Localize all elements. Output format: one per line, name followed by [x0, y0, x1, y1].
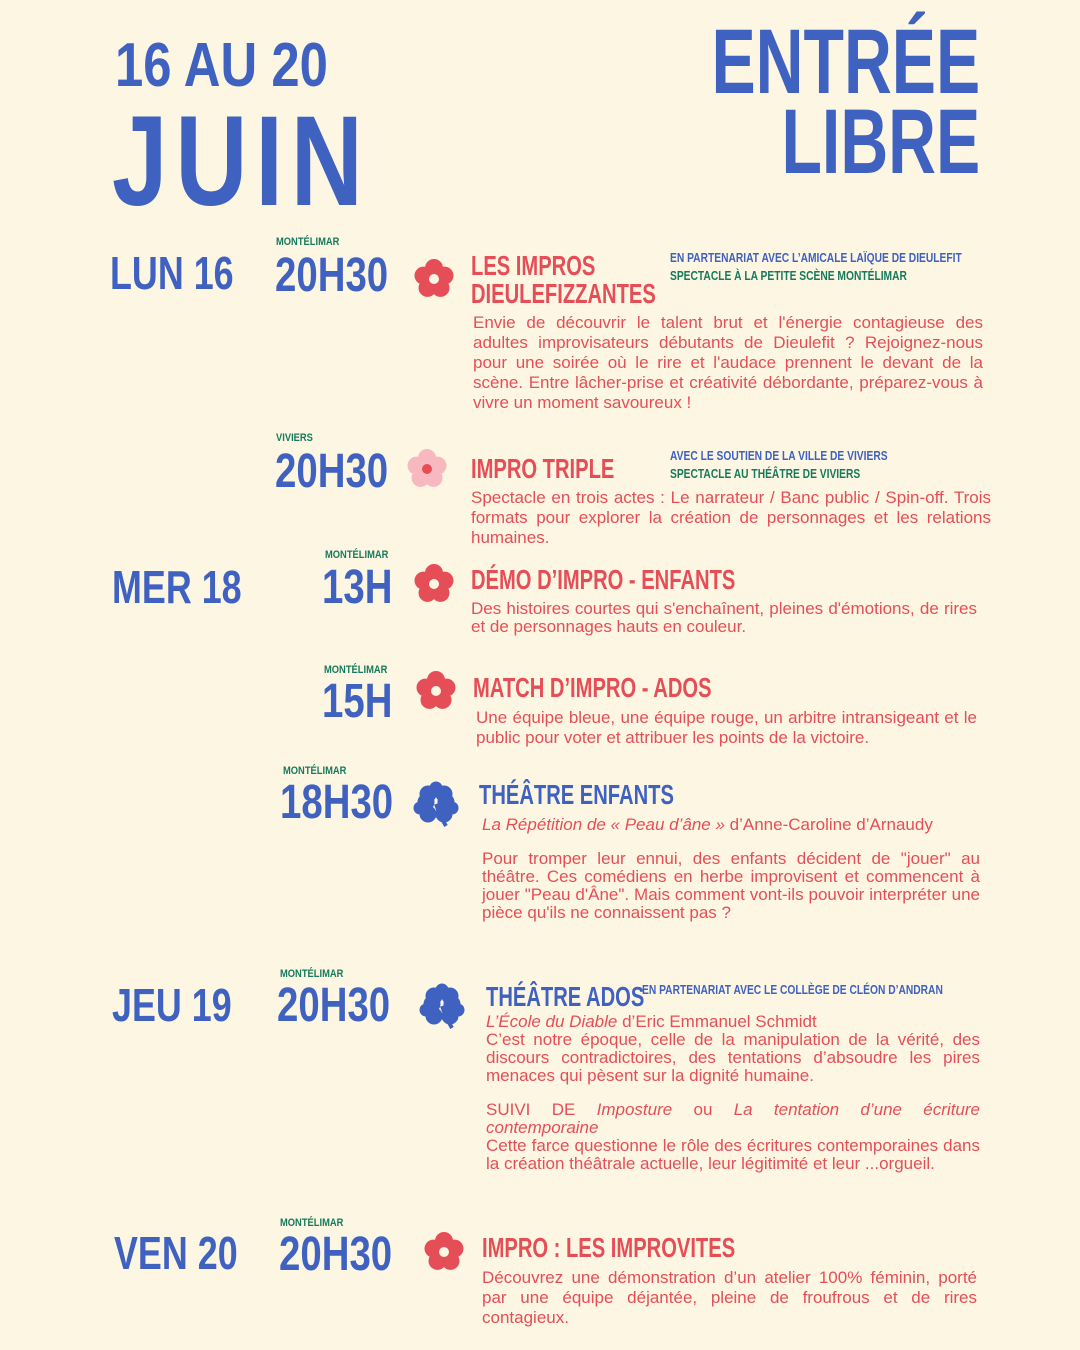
event-description: Découvrez une démonstration d’un atelier 100% féminin, porté par une équipe déjantée, pleine de froufrous et de rires contagieux. [482, 1268, 977, 1327]
flower-icon [412, 667, 460, 715]
entry-line2: LIBRE [781, 91, 980, 193]
event-time: 20H30 [275, 249, 389, 302]
event-title: IMPRO TRIPLE [471, 453, 615, 484]
day-wednesday: MER 18 [112, 561, 242, 613]
or-word: ou [672, 1100, 734, 1119]
event-description: Des histoires courtes qui s'enchaînent, pleines d'émotions, de rires et de personnages hauts en couleur. [471, 599, 977, 636]
partner-line2: SPECTACLE À LA PETITE SCÈNE MONTÉLIMAR [670, 269, 907, 283]
event-title: IMPRO : LES IMPROVITES [482, 1232, 736, 1263]
followed-by: SUIVI DE [486, 1100, 597, 1119]
event-location: MONTÉLIMAR [283, 765, 347, 777]
event-location: MONTÉLIMAR [280, 1217, 344, 1229]
event-time: 20H30 [275, 445, 389, 498]
day-friday: VEN 20 [114, 1227, 238, 1279]
play2-alt-title: La tentation d’une écriture contemporaine [486, 1100, 980, 1137]
clover-icon [416, 980, 468, 1032]
event-description: Pour tromper leur ennui, des enfants décident de "jouer" au théâtre. Ces comédiens en herbe improvisent et commencent à jouer "Peau d'Âne". Mais comment vont-ils pouvoir interpréter une pièce qu'ils ne connaissent pas ? [482, 849, 980, 922]
play-title: L’École du Diable [486, 1012, 618, 1031]
event-location: MONTÉLIMAR [280, 968, 344, 980]
event-title-line2: DIEULEFIZZANTES [471, 278, 656, 309]
event-title: THÉÂTRE ENFANTS [479, 779, 674, 810]
clover-icon [410, 778, 462, 830]
event-partner: EN PARTENARIAT AVEC LE COLLÈGE DE CLÉON D’ANDRAN [642, 983, 943, 997]
event-location: MONTÉLIMAR [324, 664, 388, 676]
event-time: 20H30 [279, 1228, 393, 1281]
event-title [471, 252, 656, 308]
flower-icon [403, 445, 451, 493]
play-author: d’Eric Emmanuel Schmidt [617, 1012, 817, 1031]
event-description: C’est notre époque, celle de la manipulation de la vérité, des discours contradictoires, des tentations d’absoudre les pires menaces qui pèsent sur la dignité humaine. [486, 1030, 980, 1085]
event-partner [670, 249, 962, 285]
event-title-line1: LES IMPROS [471, 250, 596, 281]
event-time: 13H [322, 561, 393, 614]
header-dates: 16 AU 20 [115, 31, 328, 100]
play-title: La Répétition de « Peau d’âne » [482, 815, 725, 834]
flower-icon [420, 1228, 468, 1276]
event-body [482, 816, 980, 922]
day-thursday: JEU 19 [112, 979, 232, 1031]
flower-icon [410, 560, 458, 608]
play2-title: Imposture [596, 1100, 673, 1119]
event-description: Une équipe bleue, une équipe rouge, un arbitre intransigeant et le public pour voter et attribuer les points de la victoire. [476, 708, 977, 747]
event-location: VIVIERS [276, 432, 313, 444]
flower-icon [410, 255, 458, 303]
event-description: Spectacle en trois actes : Le narrateur / Banc public / Spin-off. Trois formats pour explorer la création de personnages et les relations humaines. [471, 488, 991, 547]
partner-line2: SPECTACLE AU THÉÂTRE DE VIVIERS [670, 467, 861, 481]
event-time: 18H30 [280, 776, 394, 829]
event-title: MATCH D’IMPRO - ADOS [473, 672, 712, 703]
partner-line1: EN PARTENARIAT AVEC L’AMICALE LAÏQUE DE DIEULEFIT [670, 251, 962, 265]
event-body [486, 1013, 980, 1173]
event-time: 15H [322, 675, 393, 728]
event-partner [670, 447, 888, 483]
play-author: d’Anne-Caroline d’Arnaudy [724, 815, 933, 834]
event-time: 20H30 [277, 979, 391, 1032]
day-monday: LUN 16 [110, 247, 234, 299]
event-description: Envie de découvrir le talent brut et l'énergie contagieuse des adultes improvisateurs débutants de Dieulefit ? Rejoignez-nous pour une soirée où le rire et l'audace prennent le devant de la scène. Entre lâcher-prise et créativité débordante, préparez-vous à vivre un moment savoureux ! [473, 313, 983, 412]
partner-line1: AVEC LE SOUTIEN DE LA VILLE DE VIVIERS [670, 449, 888, 463]
entry-badge [607, 11, 980, 193]
event-location: MONTÉLIMAR [276, 236, 340, 248]
header-month: JUIN [112, 90, 371, 233]
event-title: DÉMO D’IMPRO - ENFANTS [471, 564, 736, 595]
entry-line1: ENTRÉE [711, 11, 980, 113]
event-title: THÉÂTRE ADOS [486, 981, 645, 1012]
event-description-2: Cette farce questionne le rôle des écritures contemporaines dans la création théâtrale actuelle, leur légitimité et leur ...orgueil. [486, 1136, 980, 1173]
event-location: MONTÉLIMAR [325, 549, 389, 561]
